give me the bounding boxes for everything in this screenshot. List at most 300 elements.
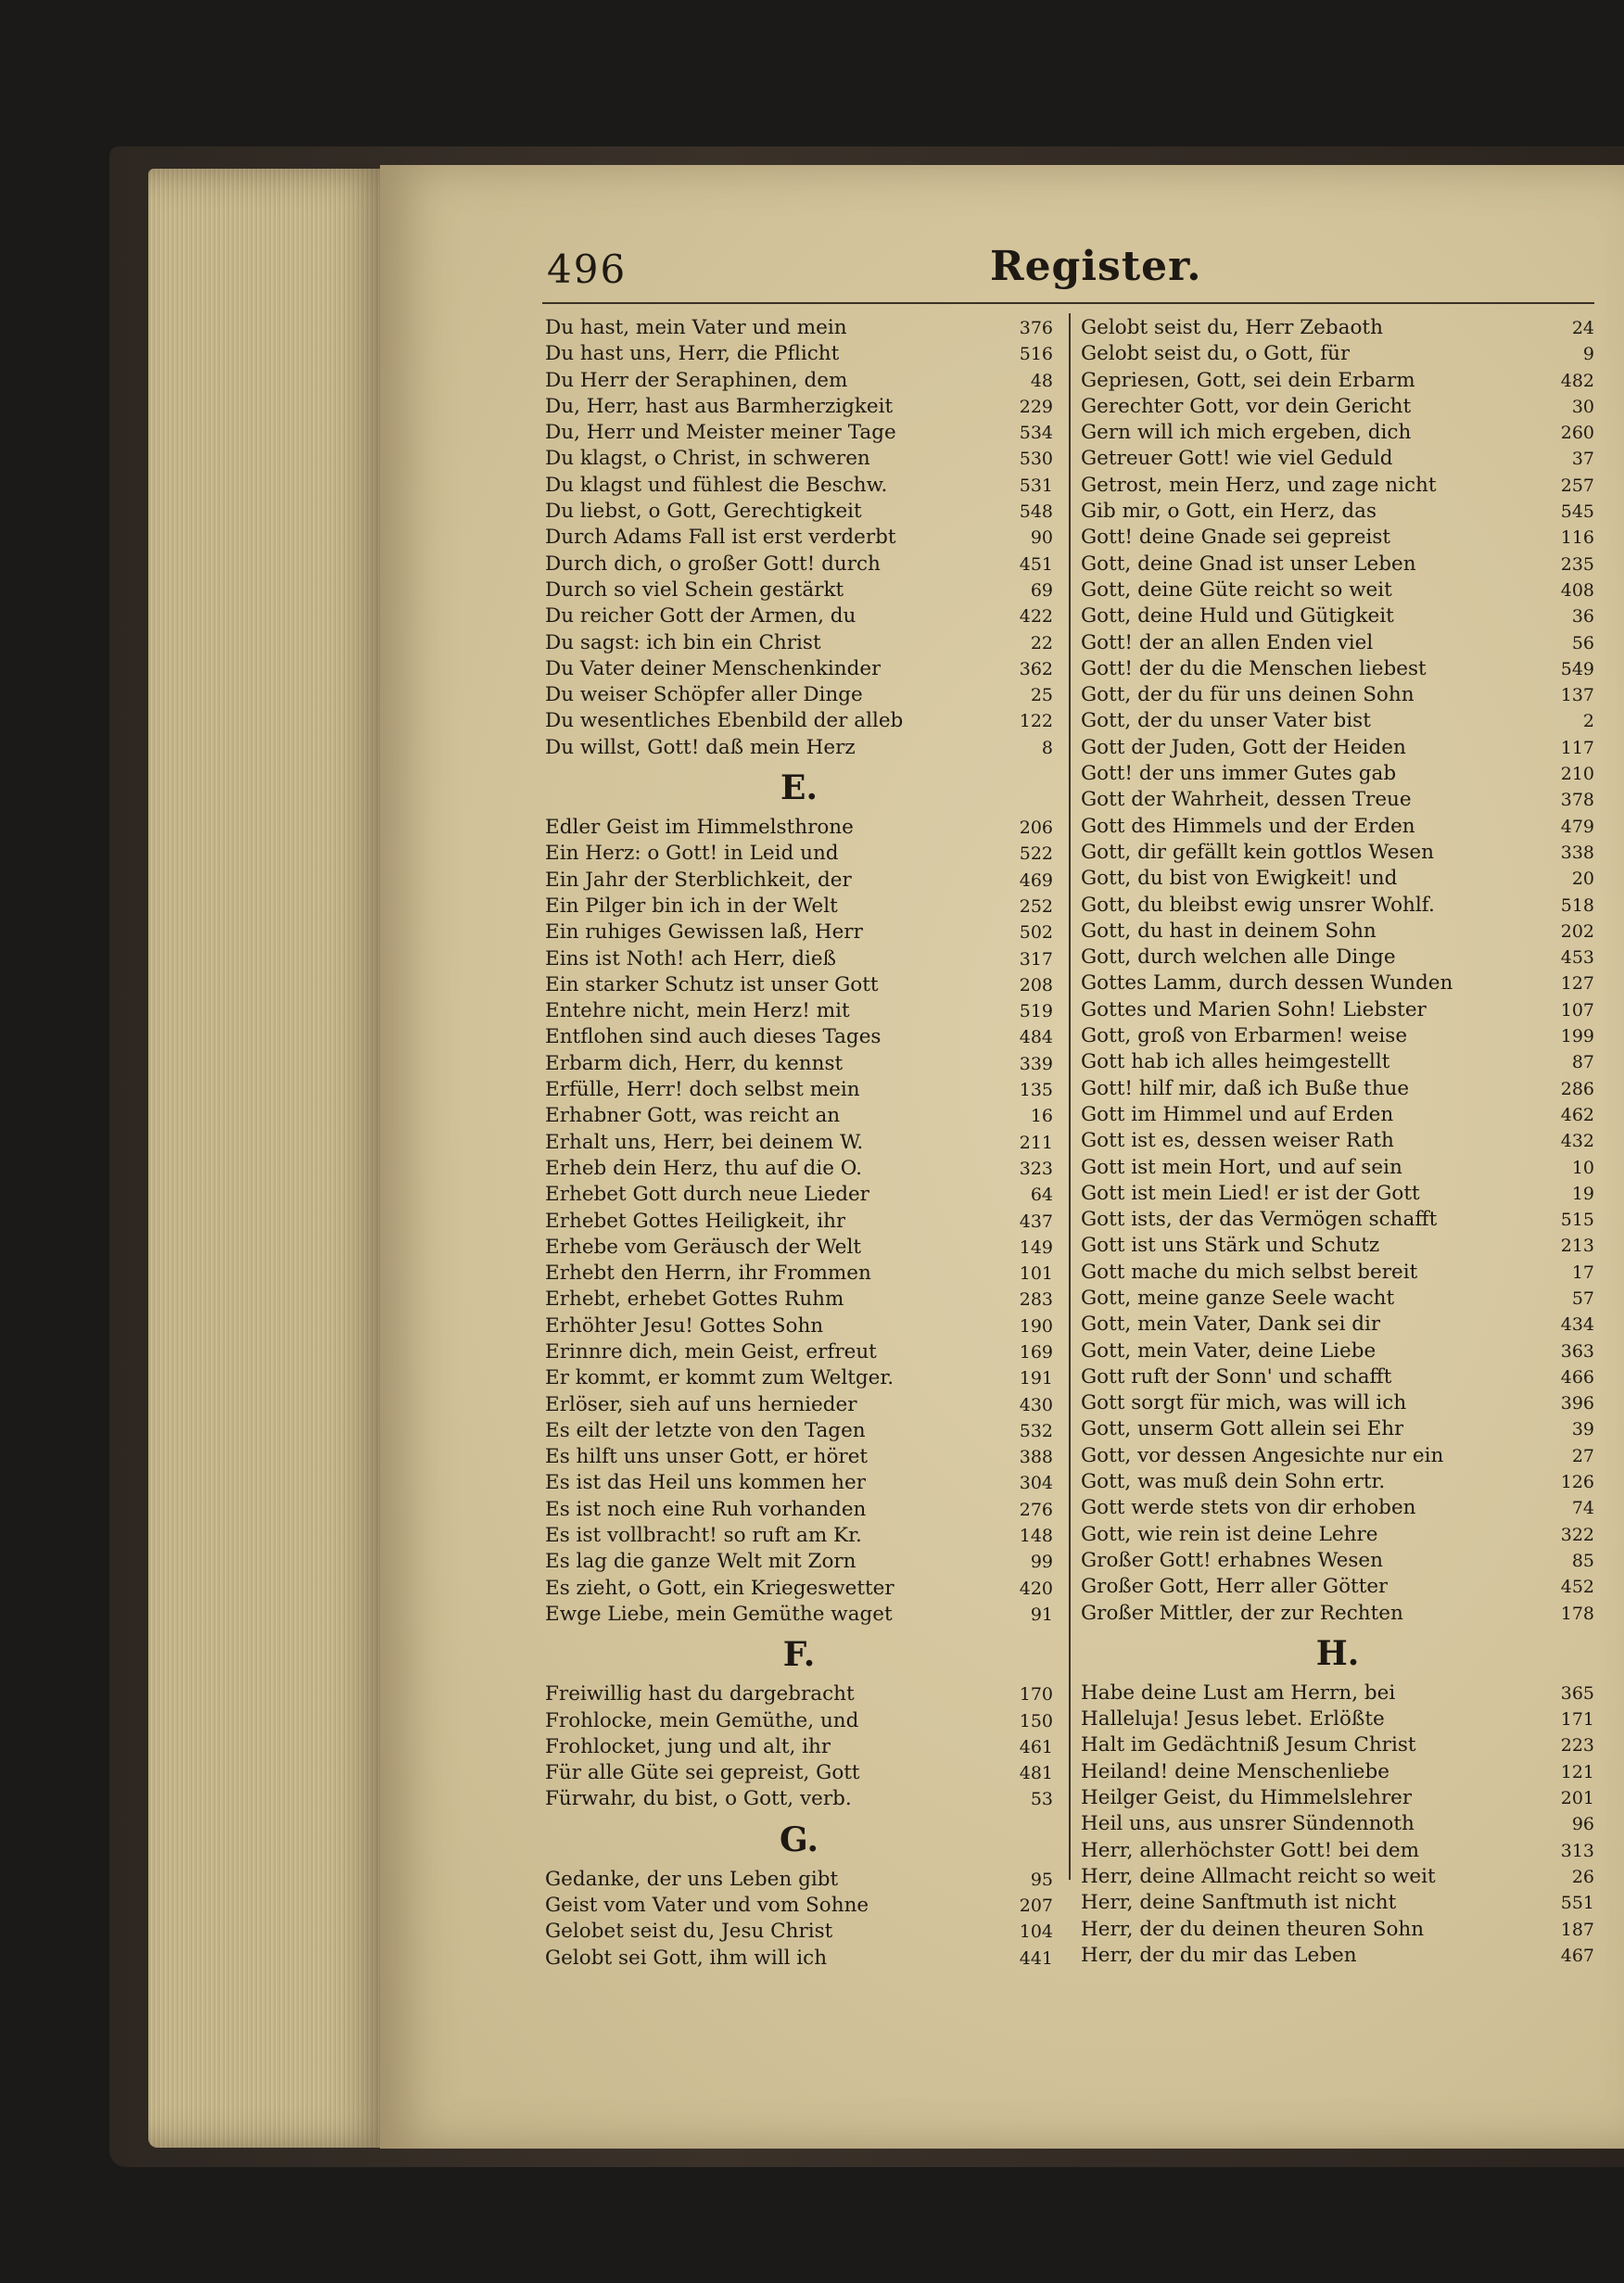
index-entry — [1081, 473, 1594, 499]
entry-page-number: 408 — [1560, 579, 1594, 601]
index-entry — [545, 1786, 1053, 1812]
index-entry — [545, 1893, 1053, 1919]
entry-title: Großer Gott! erhabnes Wesen — [1081, 1548, 1384, 1572]
entry-page-number: 101 — [1019, 1263, 1053, 1285]
entry-title: Heilger Geist, du Himmelslehrer — [1081, 1786, 1413, 1810]
index-entry — [1081, 893, 1594, 919]
entry-page-number: 549 — [1560, 658, 1594, 679]
entry-page-number: 430 — [1019, 1394, 1053, 1415]
entry-page-number: 87 — [1571, 1052, 1594, 1073]
entry-title: Es hilft uns unser Gott, er höret — [545, 1445, 869, 1469]
entry-page-number: 20 — [1571, 869, 1594, 890]
index-entry — [545, 315, 1053, 341]
entry-title: Gott, du hast in deinem Sohn — [1081, 919, 1377, 943]
entry-page-number: 56 — [1571, 632, 1594, 653]
index-entry — [545, 1287, 1053, 1313]
index-entry — [1081, 368, 1594, 394]
entry-title: Ein starker Schutz ist unser Gott — [545, 972, 879, 996]
entry-page-number: 531 — [1019, 475, 1053, 496]
entry-title: Getreuer Gott! wie viel Geduld — [1081, 447, 1393, 471]
entry-page-number: 481 — [1019, 1763, 1053, 1784]
index-entry — [545, 1365, 1053, 1391]
entry-page-number: 149 — [1019, 1237, 1053, 1258]
entry-page-number: 466 — [1560, 1366, 1594, 1388]
entry-title: Du liebst, o Gott, Gerechtigkeit — [545, 500, 862, 524]
section-letter-e: E. — [780, 768, 818, 808]
entry-page-number: 24 — [1571, 318, 1594, 338]
entry-page-number: 201 — [1560, 1788, 1594, 1809]
right-column — [1081, 315, 1594, 1969]
index-entry — [1081, 1495, 1594, 1521]
index-entry — [545, 577, 1053, 603]
entry-title: Durch so viel Schein gestärkt — [545, 577, 844, 602]
entry-page-number: 30 — [1571, 396, 1594, 417]
entry-page-number: 148 — [1019, 1526, 1053, 1547]
entry-page-number: 235 — [1560, 553, 1594, 575]
index-entry — [1081, 1785, 1594, 1811]
entry-title: Es zieht, o Gott, ein Kriegeswetter — [545, 1576, 894, 1600]
entry-page-number: 283 — [1019, 1289, 1053, 1311]
entry-title: Erlöser, sieh auf uns hernieder — [545, 1392, 857, 1416]
entry-page-number: 10 — [1571, 1157, 1594, 1178]
entry-page-number: 257 — [1560, 475, 1594, 496]
column-divider — [1069, 313, 1071, 1880]
entry-title: Gott, vor dessen Angesichte nur ein — [1081, 1443, 1444, 1467]
entry-title: Eins ist Noth! ach Herr, dieß — [545, 946, 836, 970]
entry-title: Erheb dein Herz, thu auf die O. — [545, 1156, 862, 1180]
entry-page-number: 452 — [1560, 1577, 1594, 1598]
index-entry — [1081, 446, 1594, 472]
entry-page-number: 17 — [1571, 1262, 1594, 1283]
entry-title: Gott! deine Gnade sei gepreist — [1081, 526, 1391, 550]
entry-page-number: 90 — [1030, 527, 1053, 549]
entry-page-number: 170 — [1019, 1684, 1053, 1706]
entry-title: Es ist das Heil uns kommen her — [545, 1471, 867, 1495]
entry-title: Gott! der an allen Enden viel — [1081, 630, 1374, 654]
entry-title: Gott, mein Vater, deine Liebe — [1081, 1338, 1377, 1363]
index-entry — [1081, 1312, 1594, 1338]
entry-page-number: 229 — [1019, 396, 1053, 417]
section-letter-h: H. — [1315, 1633, 1360, 1673]
entry-page-number: 434 — [1560, 1314, 1594, 1336]
entry-title: Erhebt den Herrn, ihr Frommen — [545, 1262, 871, 1286]
index-entry — [1081, 656, 1594, 682]
index-entry — [1081, 1759, 1594, 1785]
entry-title: Gib mir, o Gott, ein Herz, das — [1081, 500, 1377, 524]
entry-title: Gott, du bist von Ewigkeit! und — [1081, 867, 1398, 891]
index-entry — [545, 1497, 1053, 1523]
entry-page-number: 57 — [1571, 1287, 1594, 1309]
index-entry — [1081, 1416, 1594, 1442]
entry-page-number: 202 — [1560, 920, 1594, 942]
entry-page-number: 117 — [1560, 737, 1594, 758]
index-entry — [1081, 682, 1594, 708]
index-entry — [545, 1734, 1053, 1760]
entry-page-number: 96 — [1571, 1814, 1594, 1835]
entry-title: Erhalt uns, Herr, bei deinem W. — [545, 1130, 864, 1154]
entry-title: Du Herr der Seraphinen, dem — [545, 368, 848, 392]
index-entry — [1081, 735, 1594, 761]
entry-page-number: 515 — [1560, 1210, 1594, 1231]
entry-page-number: 9 — [1582, 344, 1594, 365]
index-entry — [1081, 1917, 1594, 1943]
index-entry — [1081, 1681, 1594, 1706]
index-entry — [1081, 525, 1594, 551]
entry-page-number: 530 — [1019, 449, 1053, 470]
entry-page-number: 551 — [1560, 1893, 1594, 1914]
entry-title: Herr, deine Sanftmuth ist nicht — [1081, 1891, 1397, 1915]
entry-title: Gerechter Gott, vor dein Gericht — [1081, 394, 1412, 418]
entry-title: Ein ruhiges Gewissen laß, Herr — [545, 920, 863, 945]
index-entry — [545, 1209, 1053, 1235]
entry-title: Gott, dir gefällt kein gottlos Wesen — [1081, 840, 1434, 864]
entry-title: Gott, meine ganze Seele wacht — [1081, 1286, 1395, 1310]
entry-title: Gott, unserm Gott allein sei Ehr — [1081, 1417, 1404, 1441]
index-entry — [1081, 1574, 1594, 1600]
entry-page-number: 19 — [1571, 1183, 1594, 1204]
index-entry — [1081, 1443, 1594, 1469]
entry-page-number: 376 — [1019, 318, 1053, 338]
entry-page-number: 469 — [1019, 869, 1053, 891]
entry-title: Erbarm dich, Herr, du kennst — [545, 1051, 844, 1075]
entry-page-number: 420 — [1019, 1578, 1053, 1599]
index-entry — [545, 920, 1053, 945]
entry-title: Erfülle, Herr! doch selbst mein — [545, 1078, 860, 1102]
entry-title: Ewge Liebe, mein Gemüthe waget — [545, 1602, 893, 1626]
index-entry — [545, 972, 1053, 998]
index-entry — [1081, 708, 1594, 734]
index-entry — [1081, 1811, 1594, 1837]
entry-page-number: 432 — [1560, 1131, 1594, 1152]
entry-page-number: 276 — [1019, 1499, 1053, 1520]
entry-page-number: 85 — [1571, 1550, 1594, 1571]
index-entry — [1081, 814, 1594, 840]
section-letter-g: G. — [780, 1820, 818, 1859]
index-entry — [1081, 919, 1594, 945]
entry-title: Gott sorgt für mich, was will ich — [1081, 1391, 1407, 1415]
entry-page-number: 422 — [1019, 606, 1053, 628]
index-entry — [545, 473, 1053, 499]
entry-title: Herr, der du deinen theuren Sohn — [1081, 1917, 1425, 1941]
index-entry — [545, 1051, 1053, 1077]
entry-page-number: 53 — [1030, 1789, 1053, 1810]
index-entry — [1081, 577, 1594, 603]
entry-title: Gott, mein Vater, Dank sei dir — [1081, 1313, 1381, 1337]
entry-page-number: 462 — [1560, 1104, 1594, 1125]
entry-title: Erhöhter Jesu! Gottes Sohn — [545, 1313, 824, 1338]
entry-page-number: 37 — [1571, 449, 1594, 470]
index-entry — [545, 1946, 1053, 1972]
entry-title: Fürwahr, du bist, o Gott, verb. — [545, 1787, 852, 1811]
index-entry — [1081, 1469, 1594, 1495]
index-entry — [545, 525, 1053, 551]
entry-title: Es lag die ganze Welt mit Zorn — [545, 1550, 856, 1574]
entry-title: Freiwillig hast du dargebracht — [545, 1682, 855, 1706]
index-entry — [545, 1103, 1053, 1129]
index-entry — [545, 1470, 1053, 1496]
entry-page-number: 121 — [1560, 1761, 1594, 1782]
entry-title: Erinnre dich, mein Geist, erfreut — [545, 1339, 877, 1363]
entry-title: Du willst, Gott! daß mein Herz — [545, 735, 856, 759]
entry-title: Halt im Gedächtniß Jesum Christ — [1081, 1733, 1416, 1757]
index-entry — [1081, 1155, 1594, 1181]
entry-title: Du, Herr und Meister meiner Tage — [545, 421, 896, 445]
index-entry — [545, 1156, 1053, 1182]
entry-page-number: 362 — [1019, 658, 1053, 679]
header-rule — [542, 302, 1594, 304]
entry-title: Du klagst und fühlest die Beschw. — [545, 473, 888, 497]
index-entry — [1081, 1838, 1594, 1864]
entry-title: Gott, der du unser Vater bist — [1081, 709, 1371, 733]
index-entry — [1081, 420, 1594, 446]
entry-page-number: 484 — [1019, 1027, 1053, 1048]
entry-page-number: 437 — [1019, 1211, 1053, 1232]
index-entry — [1081, 1943, 1594, 1969]
entry-page-number: 208 — [1019, 974, 1053, 996]
index-entry — [545, 1130, 1053, 1156]
index-entry — [545, 1235, 1053, 1261]
index-entry — [545, 394, 1053, 420]
left-column — [545, 315, 1053, 1972]
entry-title: Gott! der du die Menschen liebest — [1081, 656, 1427, 680]
index-entry — [545, 446, 1053, 472]
index-entry — [1081, 970, 1594, 996]
index-entry — [545, 841, 1053, 867]
entry-page-number: 22 — [1030, 632, 1053, 653]
entry-title: Halleluja! Jesus lebet. Erlößte — [1081, 1707, 1385, 1731]
entry-title: Herr, deine Allmacht reicht so weit — [1081, 1864, 1436, 1888]
index-entry — [545, 998, 1053, 1024]
entry-page-number: 522 — [1019, 843, 1053, 865]
entry-page-number: 479 — [1560, 816, 1594, 837]
entry-title: Gott, der du für uns deinen Sohn — [1081, 683, 1415, 707]
index-entry — [1081, 1128, 1594, 1154]
entry-title: Heiland! deine Menschenliebe — [1081, 1759, 1389, 1783]
entry-page-number: 286 — [1560, 1078, 1594, 1099]
entry-title: Entflohen sind auch dieses Tages — [545, 1025, 882, 1049]
entry-title: Entehre nicht, mein Herz! mit — [545, 999, 850, 1023]
entry-title: Geist vom Vater und vom Sohne — [545, 1894, 869, 1918]
index-entry — [1081, 1706, 1594, 1732]
entry-page-number: 453 — [1560, 947, 1594, 969]
entry-page-number: 169 — [1019, 1341, 1053, 1363]
entry-title: Erhebe vom Geräusch der Welt — [545, 1235, 861, 1259]
entry-title: Gottes und Marien Sohn! Liebster — [1081, 997, 1427, 1021]
index-entry — [545, 682, 1053, 708]
index-entry — [545, 946, 1053, 972]
index-entry — [1081, 1023, 1594, 1049]
entry-title: Gott mache du mich selbst bereit — [1081, 1260, 1418, 1284]
index-entry — [1081, 945, 1594, 970]
index-entry — [545, 656, 1053, 682]
entry-page-number: 36 — [1571, 606, 1594, 628]
index-entry — [545, 1339, 1053, 1365]
entry-page-number: 199 — [1560, 1026, 1594, 1047]
index-entry — [545, 1867, 1053, 1893]
entry-page-number: 519 — [1019, 1001, 1053, 1022]
index-entry — [545, 1919, 1053, 1945]
entry-title: Durch Adams Fall ist erst verderbt — [545, 526, 896, 550]
entry-title: Gepriesen, Gott, sei dein Erbarm — [1081, 368, 1415, 392]
entry-title: Gott! hilf mir, daß ich Buße thue — [1081, 1076, 1410, 1100]
entry-title: Durch dich, o großer Gott! durch — [545, 552, 881, 576]
index-entry — [1081, 630, 1594, 656]
index-entry — [545, 1077, 1053, 1103]
entry-page-number: 91 — [1030, 1604, 1053, 1625]
entry-title: Gott ist uns Stärk und Schutz — [1081, 1234, 1380, 1258]
entry-page-number: 213 — [1560, 1236, 1594, 1257]
entry-title: Großer Mittler, der zur Rechten — [1081, 1601, 1403, 1625]
entry-title: Gott ist es, dessen weiser Rath — [1081, 1129, 1394, 1153]
entry-page-number: 516 — [1019, 344, 1053, 365]
entry-title: Gott des Himmels und der Erden — [1081, 814, 1415, 838]
entry-title: Großer Gott, Herr aller Götter — [1081, 1575, 1389, 1599]
entry-page-number: 104 — [1019, 1922, 1053, 1943]
entry-title: Du hast uns, Herr, die Pflicht — [545, 342, 840, 366]
entry-title: Er kommt, er kommt zum Weltger. — [545, 1366, 894, 1390]
entry-page-number: 99 — [1030, 1552, 1053, 1573]
index-entry — [1081, 499, 1594, 525]
entry-page-number: 137 — [1560, 685, 1594, 706]
index-entry — [1081, 1522, 1594, 1548]
index-entry — [545, 1024, 1053, 1050]
entry-page-number: 207 — [1019, 1896, 1053, 1917]
index-entry — [1081, 1207, 1594, 1233]
entry-page-number: 317 — [1019, 948, 1053, 970]
entry-page-number: 378 — [1560, 790, 1594, 811]
index-entry — [1081, 1286, 1594, 1312]
index-entry — [1081, 1102, 1594, 1128]
entry-page-number: 210 — [1560, 764, 1594, 785]
entry-page-number: 187 — [1560, 1919, 1594, 1940]
entry-page-number: 461 — [1019, 1736, 1053, 1757]
entry-title: Du wesentliches Ebenbild der alleb — [545, 709, 904, 733]
entry-page-number: 39 — [1571, 1419, 1594, 1440]
entry-title: Herr, der du mir das Leben — [1081, 1943, 1357, 1967]
entry-page-number: 206 — [1019, 818, 1053, 839]
entry-page-number: 95 — [1030, 1869, 1053, 1890]
entry-page-number: 502 — [1019, 922, 1053, 944]
entry-title: Du Vater deiner Menschenkinder — [545, 656, 882, 680]
entry-title: Es eilt der letzte von den Tagen — [545, 1418, 866, 1442]
index-entry — [545, 868, 1053, 894]
entry-page-number: 451 — [1019, 553, 1053, 575]
index-entry — [1081, 1732, 1594, 1758]
index-entry — [1081, 603, 1594, 629]
entry-title: Gott, durch welchen alle Dinge — [1081, 945, 1396, 970]
entry-title: Gott ist mein Lied! er ist der Gott — [1081, 1181, 1420, 1205]
index-entry — [1081, 1181, 1594, 1207]
entry-page-number: 27 — [1571, 1445, 1594, 1466]
entry-page-number: 252 — [1019, 895, 1053, 917]
entry-page-number: 150 — [1019, 1710, 1053, 1731]
index-entry — [545, 708, 1053, 734]
index-entry — [1081, 1601, 1594, 1627]
entry-page-number: 396 — [1560, 1393, 1594, 1414]
index-entry — [1081, 1864, 1594, 1890]
entry-page-number: 26 — [1571, 1866, 1594, 1887]
entry-title: Ein Pilger bin ich in der Welt — [545, 894, 838, 918]
page-number: 496 — [547, 247, 628, 292]
entry-page-number: 467 — [1560, 1945, 1594, 1966]
entry-page-number: 69 — [1030, 579, 1053, 601]
entry-title: Gott im Himmel und auf Erden — [1081, 1102, 1394, 1126]
entry-page-number: 191 — [1019, 1368, 1053, 1389]
entry-page-number: 339 — [1019, 1053, 1053, 1074]
entry-page-number: 64 — [1030, 1185, 1053, 1206]
entry-page-number: 48 — [1030, 370, 1053, 391]
entry-title: Gott der Wahrheit, dessen Treue — [1081, 788, 1412, 812]
entry-page-number: 190 — [1019, 1315, 1053, 1337]
index-entry — [1081, 1390, 1594, 1416]
entry-title: Frohlocke, mein Gemüthe, und — [545, 1708, 859, 1732]
entry-title: Gott werde stets von dir erhoben — [1081, 1496, 1416, 1520]
index-entry — [1081, 997, 1594, 1023]
index-entry — [545, 630, 1053, 656]
entry-title: Getrost, mein Herz, und zage nicht — [1081, 473, 1437, 497]
entry-page-number: 116 — [1560, 527, 1594, 549]
entry-page-number: 211 — [1019, 1132, 1053, 1153]
entry-page-number: 135 — [1019, 1080, 1053, 1101]
entry-title: Gott ist mein Hort, und auf sein — [1081, 1155, 1402, 1179]
entry-page-number: 388 — [1019, 1447, 1053, 1468]
entry-page-number: 260 — [1560, 423, 1594, 444]
entry-title: Es ist noch eine Ruh vorhanden — [545, 1497, 867, 1521]
entry-title: Du klagst, o Christ, in schweren — [545, 447, 870, 471]
entry-title: Gott, was muß dein Sohn ertr. — [1081, 1470, 1386, 1494]
index-entry — [545, 499, 1053, 525]
entry-title: Erhabner Gott, was reicht an — [545, 1104, 841, 1128]
entry-title: Ein Herz: o Gott! in Leid und — [545, 842, 839, 866]
index-entry — [1081, 1364, 1594, 1390]
index-entry — [1081, 1890, 1594, 1916]
entry-page-number: 313 — [1560, 1840, 1594, 1861]
entry-title: Frohlocket, jung und alt, ihr — [545, 1734, 831, 1758]
entry-page-number: 323 — [1019, 1158, 1053, 1179]
entry-title: Erhebet Gott durch neue Lieder — [545, 1183, 869, 1207]
entry-title: Du sagst: ich bin ein Christ — [545, 630, 821, 654]
entry-title: Gelobet seist du, Jesu Christ — [545, 1920, 833, 1944]
entry-page-number: 482 — [1560, 370, 1594, 391]
entry-title: Für alle Güte sei gepreist, Gott — [545, 1761, 860, 1785]
entry-title: Gedanke, der uns Leben gibt — [545, 1867, 839, 1891]
index-entry — [545, 1708, 1053, 1734]
entry-title: Gott, deine Gnad ist unser Leben — [1081, 552, 1416, 576]
entry-title: Du, Herr, hast aus Barmherzigkeit — [545, 394, 894, 418]
index-entry — [545, 1392, 1053, 1418]
index-entry — [1081, 1548, 1594, 1574]
index-entry — [1081, 552, 1594, 577]
index-entry — [545, 1576, 1053, 1602]
entry-page-number: 363 — [1560, 1340, 1594, 1362]
index-entry — [545, 815, 1053, 841]
entry-page-number: 322 — [1560, 1524, 1594, 1545]
index-entry — [545, 1182, 1053, 1208]
index-entry — [545, 894, 1053, 920]
entry-title: Gott! der uns immer Gutes gab — [1081, 762, 1397, 786]
entry-title: Gott, du bleibst ewig unsrer Wohlf. — [1081, 893, 1435, 917]
entry-title: Gott hab ich alles heimgestellt — [1081, 1050, 1390, 1074]
index-entry — [1081, 341, 1594, 367]
entry-title: Du hast, mein Vater und mein — [545, 316, 847, 339]
index-entry — [1081, 1049, 1594, 1075]
index-entry — [545, 1313, 1053, 1339]
entry-page-number: 304 — [1019, 1473, 1053, 1494]
index-entry — [1081, 1260, 1594, 1286]
entry-title: Gern will ich mich ergeben, dich — [1081, 421, 1412, 445]
entry-page-number: 8 — [1041, 737, 1053, 758]
index-entry — [1081, 315, 1594, 341]
